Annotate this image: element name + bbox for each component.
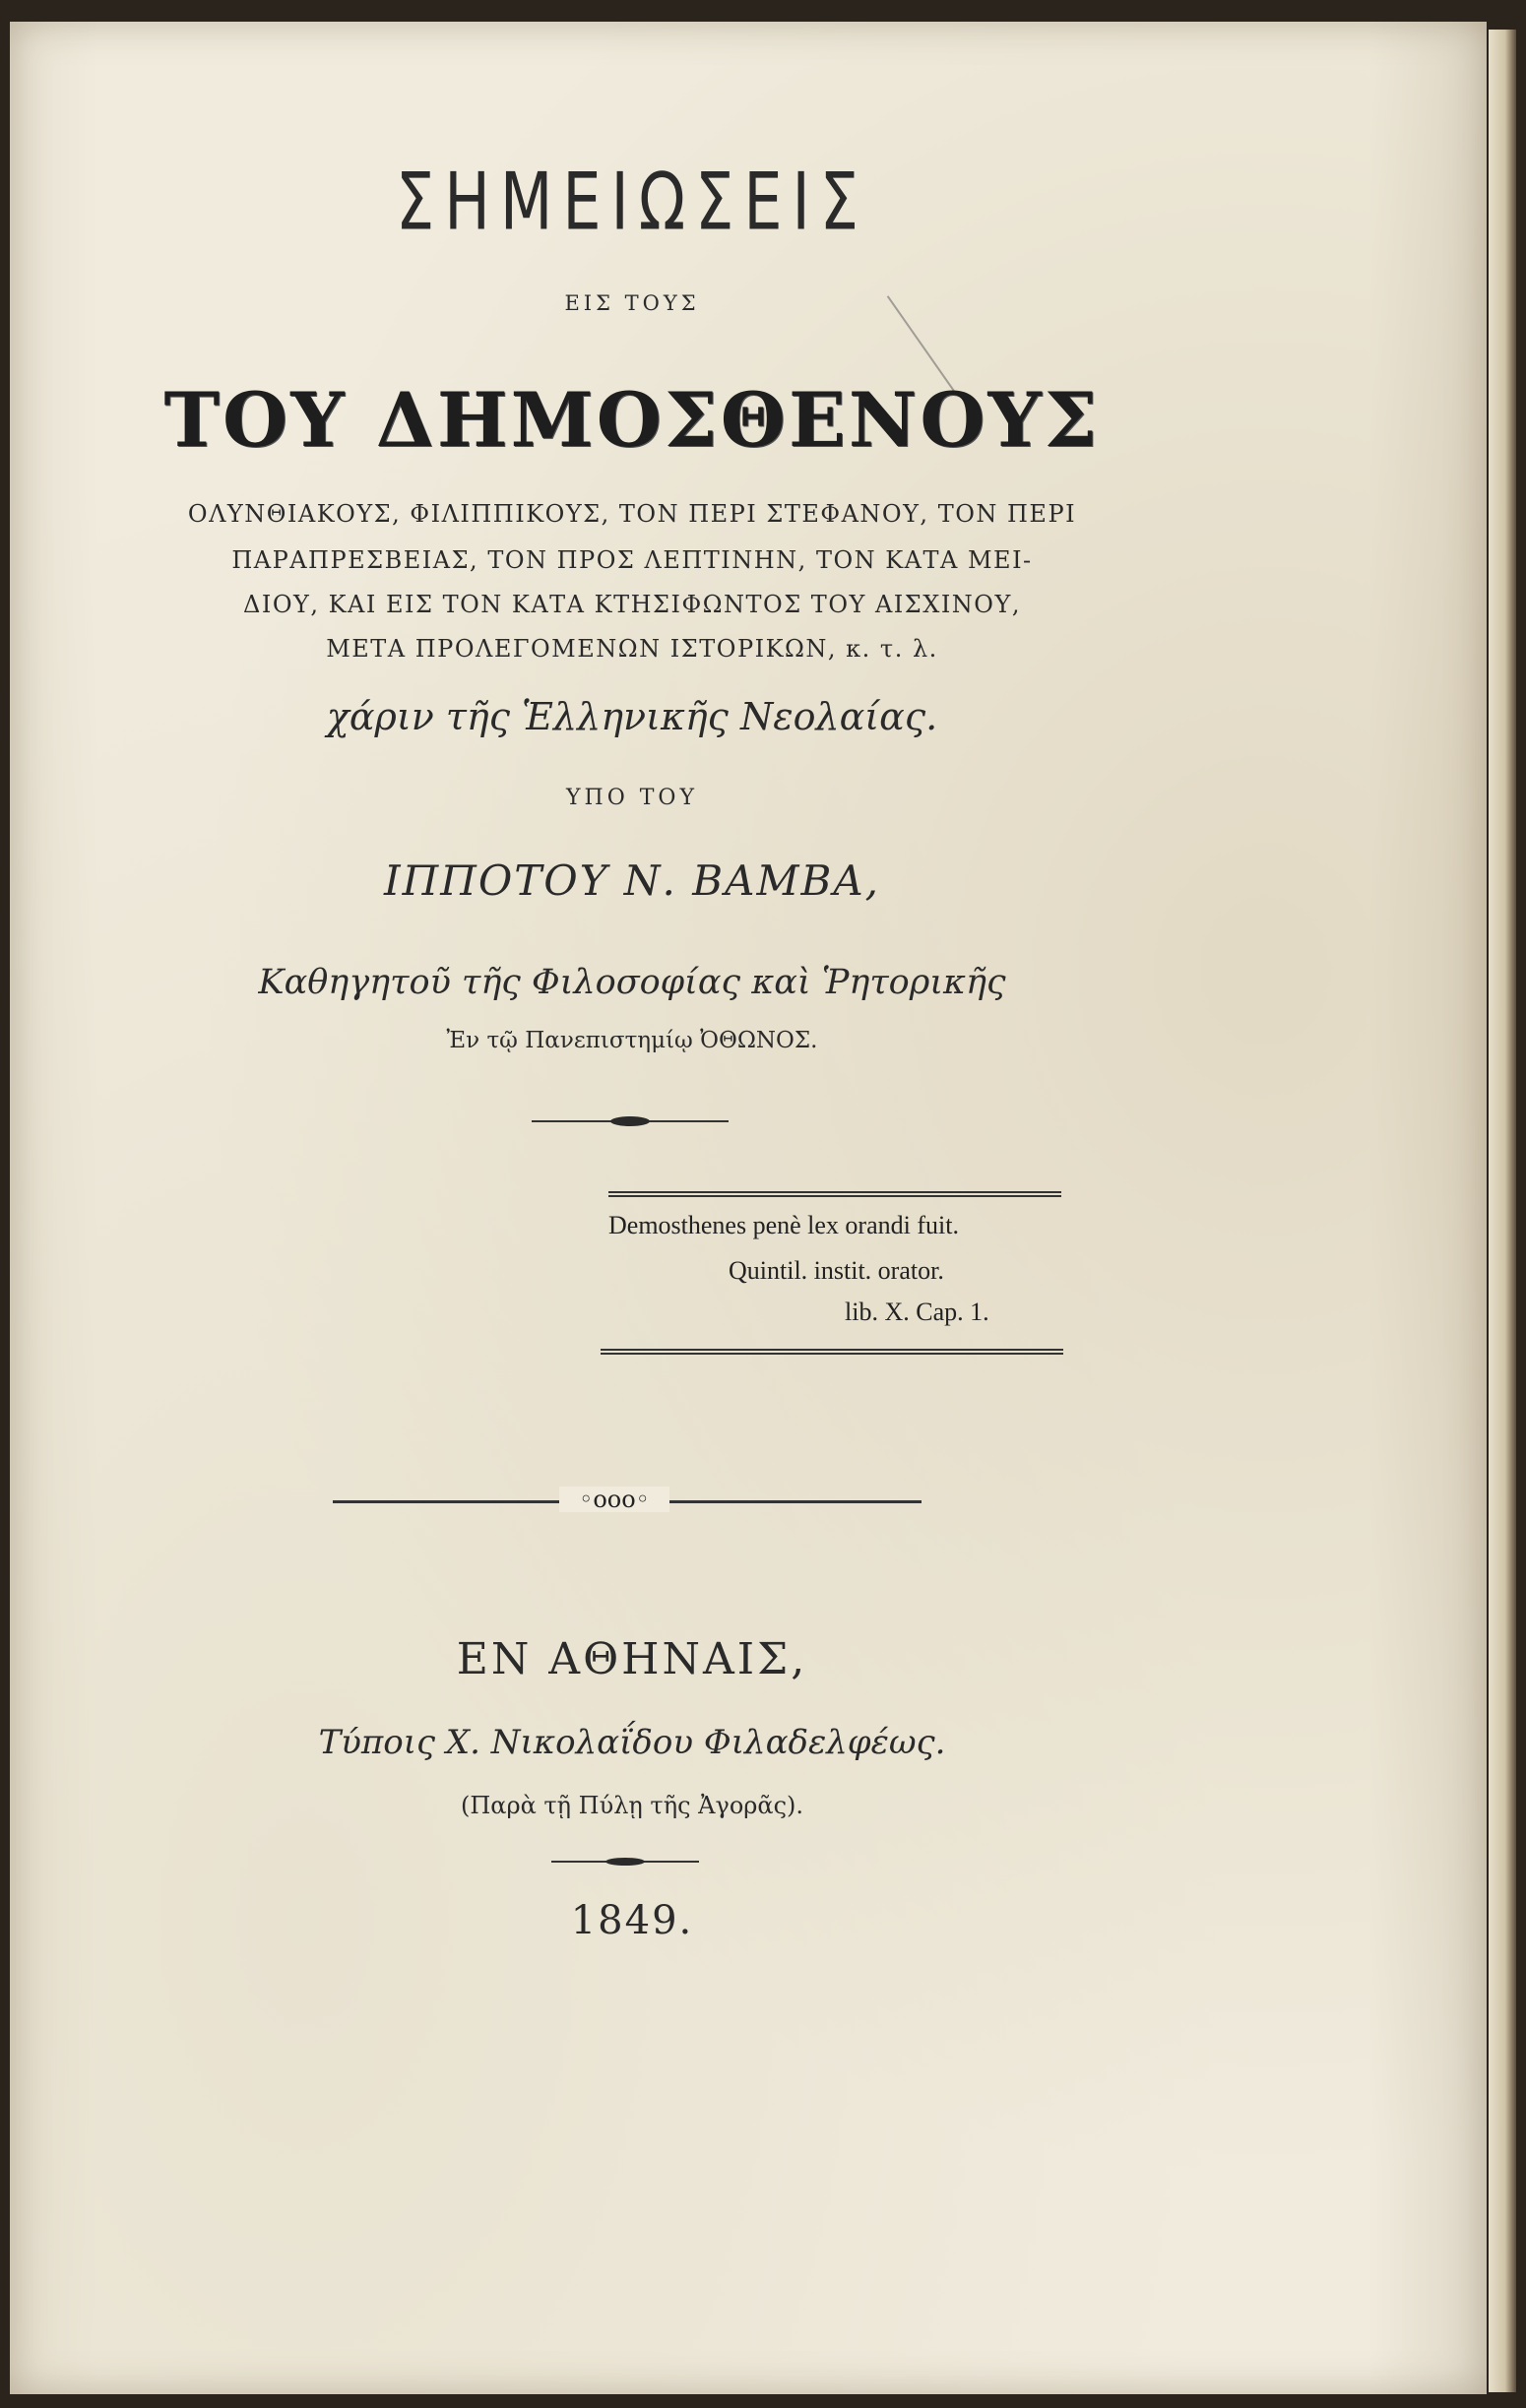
contents-line: ΔΙΟΥ, ΚΑΙ ΕΙΣ ΤΟΝ ΚΑΤΑ ΚΤΗΣΙΦΩΝΤΟΣ ΤΟΥ ΑΙΣΧΙΝΟΥ, — [243, 591, 1021, 618]
epigraph-rule-top — [608, 1191, 1061, 1197]
by-line: ΥΠΟ ΤΟΥ — [566, 786, 698, 810]
contents-line: ΜΕΤΑ ΠΡΟΛΕΓΟΜΕΝΩΝ ΙΣΤΟΡΙΚΩΝ, κ. τ. λ. — [326, 635, 938, 663]
contents-line: ΠΑΡΑΠΡΕΣΒΕΙΑΣ, ΤΟΝ ΠΡΟΣ ΛΕΠΤΙΝΗΝ, ΤΟΝ ΚΑΤΑ ΜΕΙ- — [231, 546, 1033, 574]
title-connector: ΕΙΣ ΤΟΥΣ — [564, 291, 700, 315]
dedication: χάριν τῆς Ἑλληνικῆς Νεολαίας. — [326, 695, 938, 738]
imprint-city: ΕΝ ΑΘΗΝΑΙΣ, — [456, 1634, 808, 1684]
imprint-location: (Παρὰ τῇ Πύλῃ τῆς Ἀγορᾶς). — [460, 1792, 804, 1819]
author-affiliation: Ἐν τῷ Πανεπιστημίῳ ὈΘΩΝΟΣ. — [446, 1028, 818, 1053]
title-author: ΤΟΥ ΔΗΜΟΣΘΕΝΟΥΣ — [163, 376, 1101, 464]
epigraph-line: Demosthenes penè lex orandi fuit. — [608, 1211, 959, 1239]
author-name: ΙΠΠΟΤΟΥ Ν. ΒΑΜΒΑ, — [384, 856, 880, 905]
epigraph-line: Quintil. instit. orator. — [729, 1256, 944, 1285]
author-title: Καθηγητοῦ τῆς Φιλοσοφίας καὶ Ῥητορικῆς — [258, 963, 1006, 1002]
epigraph-line: lib. X. Cap. 1. — [845, 1298, 989, 1326]
ornament-divider-small — [551, 1861, 699, 1863]
book-title: ΣΗΜΕΙΩΣΕΙΣ — [396, 155, 868, 248]
imprint-year: 1849. — [570, 1898, 694, 1943]
imprint-printer: Τύποις Χ. Νικολαΐδου Φιλαδελφέως. — [318, 1723, 946, 1762]
page-edge — [1489, 30, 1516, 2392]
contents-line: ΟΛΥΝΘΙΑΚΟΥΣ, ΦΙΛΙΠΠΙΚΟΥΣ, ΤΟΝ ΠΕΡΙ ΣΤΕΦΑΝΟΥ, ΤΟΝ ΠΕΡΙ — [187, 500, 1077, 528]
ornament-center: ◦ooo◦ — [559, 1487, 669, 1512]
epigraph-rule-bottom — [601, 1349, 1063, 1355]
ornament-divider — [532, 1120, 729, 1122]
